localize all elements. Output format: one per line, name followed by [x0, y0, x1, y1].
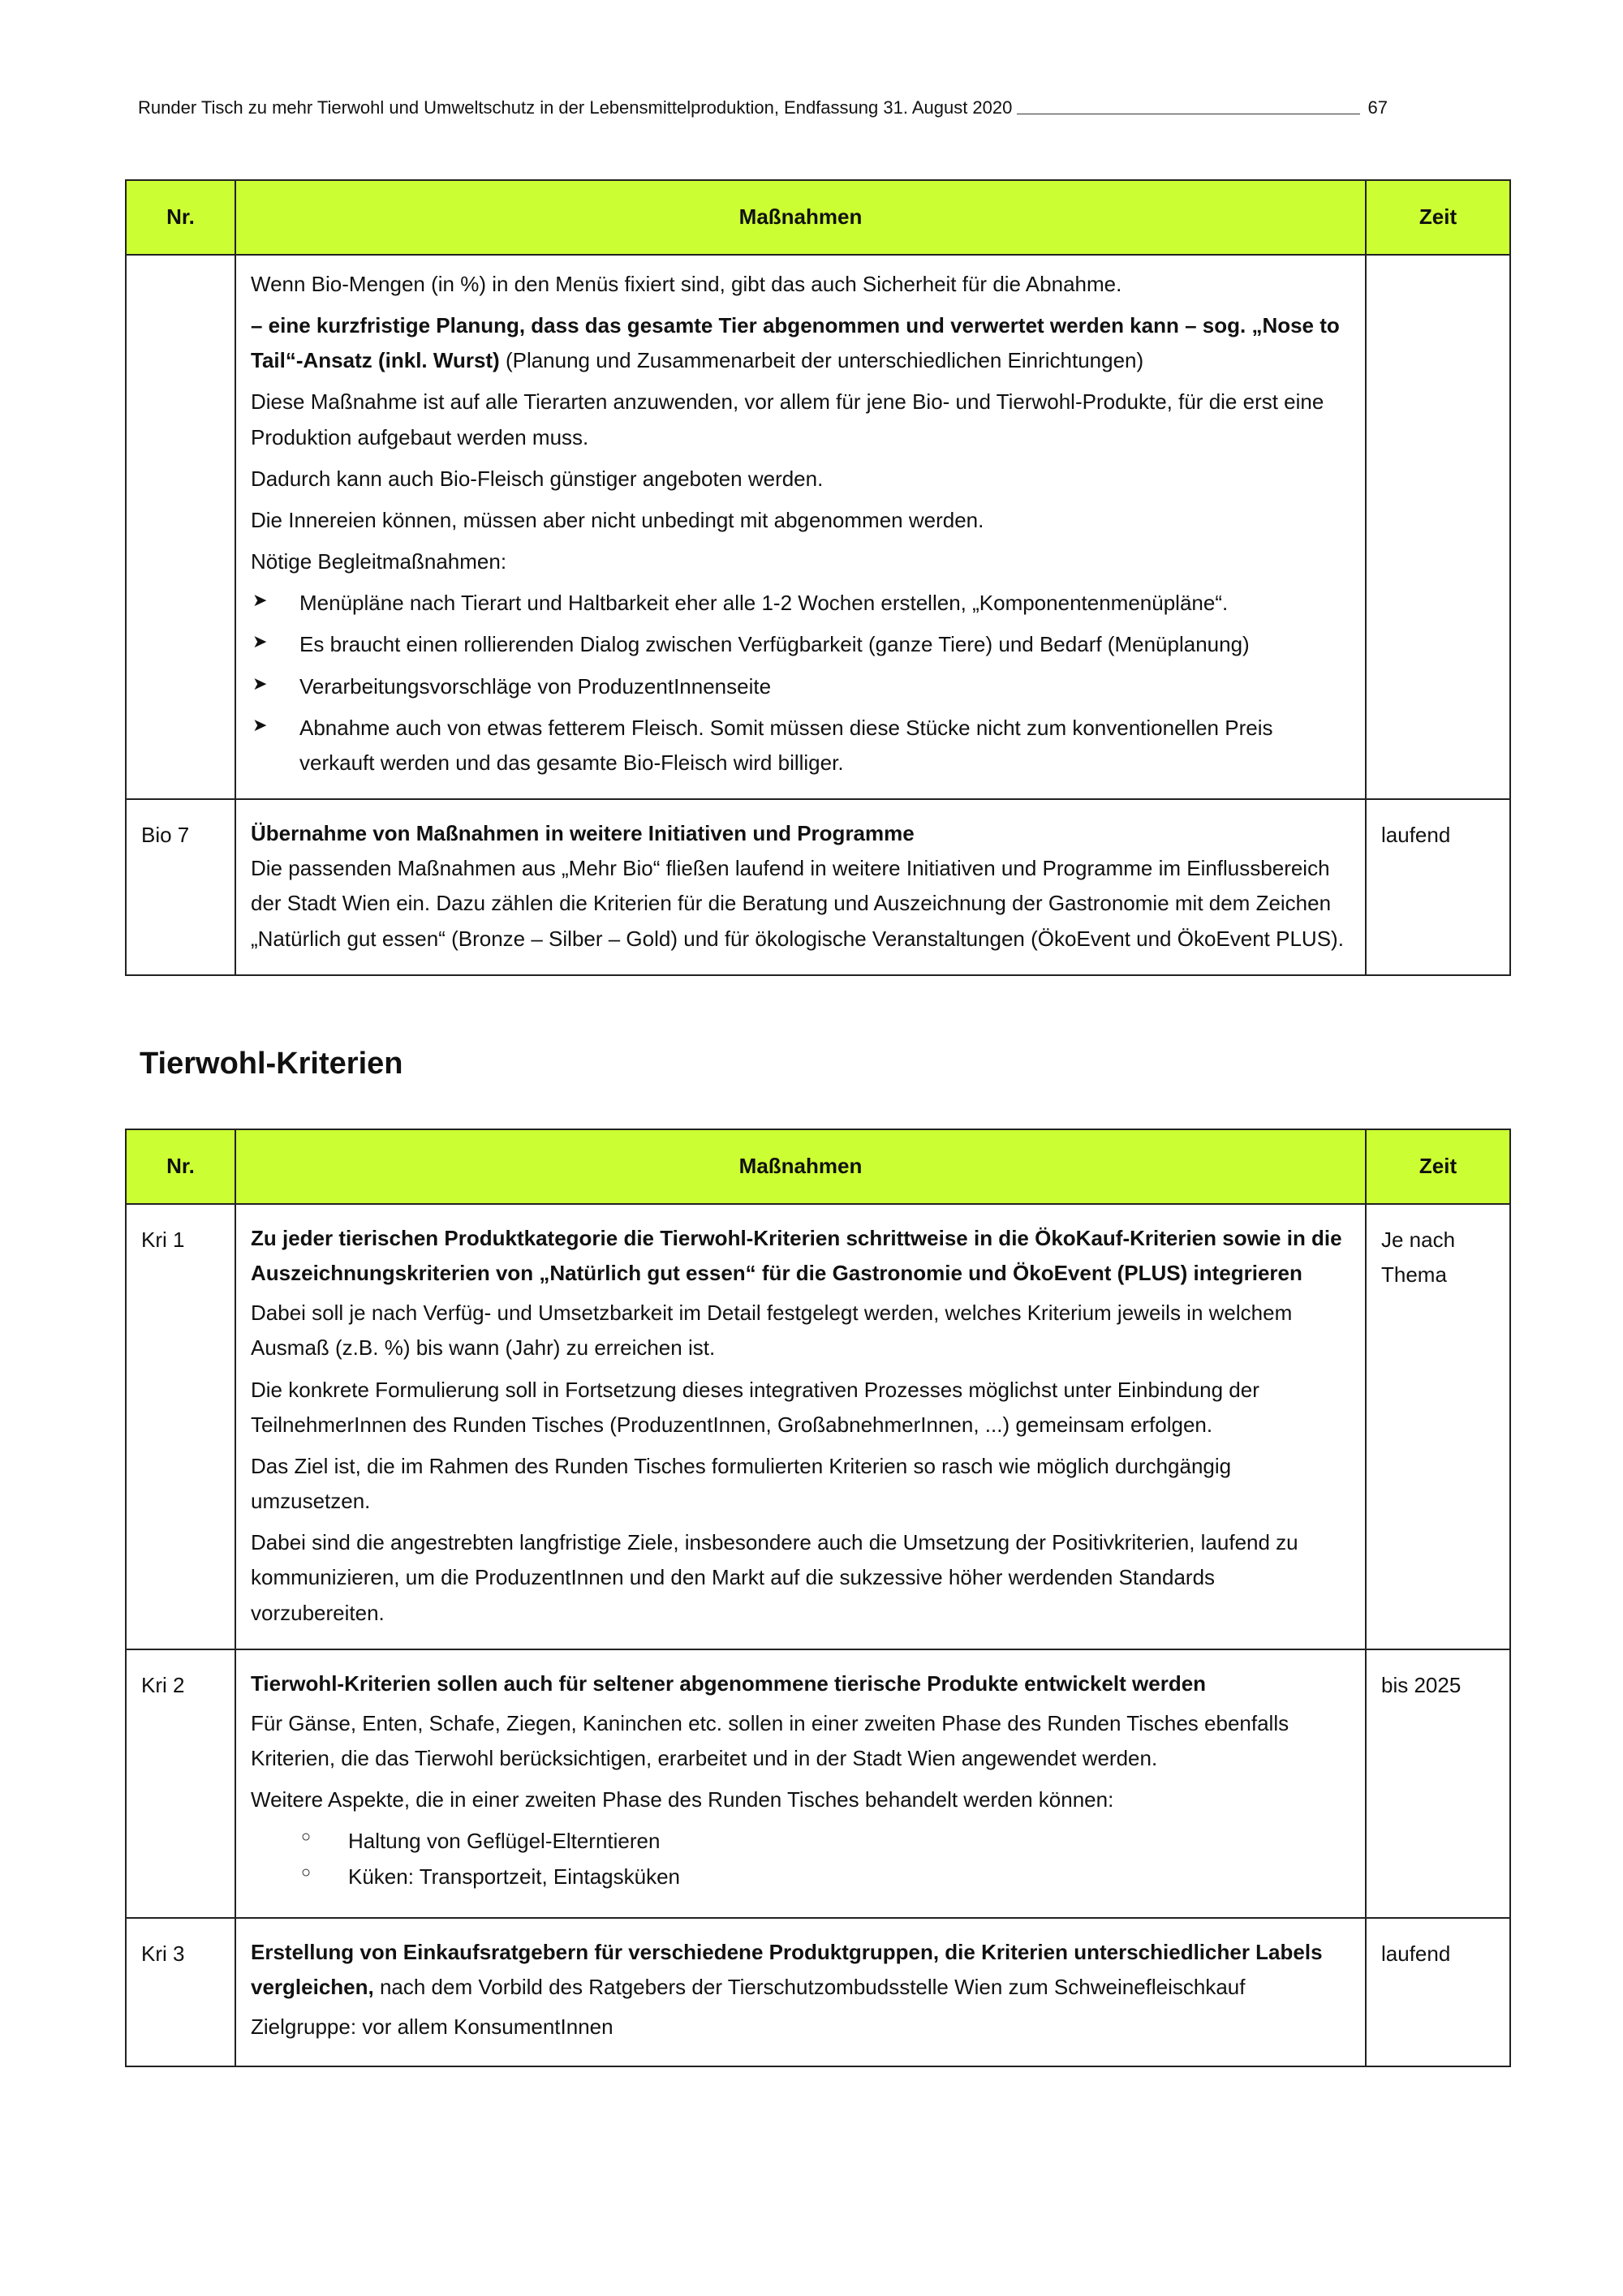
cell-massnahme: [235, 255, 1366, 799]
list-item-text: Haltung von Geflügel-Elterntieren: [348, 1829, 661, 1854]
cell-nr: Kri 2: [126, 1649, 235, 1918]
table-header-row: [126, 1129, 1510, 1204]
arrow-bullet-icon: ➤: [252, 590, 268, 611]
col-header-massnahmen: Maßnahmen: [235, 1129, 1366, 1204]
paragraph: Das Ziel ist, die im Rahmen des Runden Tisches formulierten Kriterien so rasch wie möglich durchgängig umzusetzen.: [251, 1453, 1232, 1514]
list-item-text: Menüpläne nach Tierart und Haltbarkeit eher alle 1-2 Wochen erstellen, „Komponentenmenüpläne“.: [299, 591, 1229, 616]
bullet-list: [251, 1824, 1350, 1894]
table-header-row: [126, 180, 1510, 255]
paragraph: Dabei soll je nach Verfüg- und Umsetzbarkeit im Detail festgelegt werden, welches Kriterium jeweils in welchem Ausmaß (z.B. %) bis wann (Jahr) zu erreichen ist.: [251, 1301, 1293, 1361]
paragraph: Die konkrete Formulierung soll in Fortsetzung dieses integrativen Prozesses möglichst unter Einbindung der TeilnehmerInnen des Runden Tisches (ProduzentInnen, GroßabnehmerInnen, ...) gemeinsam erfolgen.: [251, 1377, 1259, 1437]
col-header-massnahmen: Maßnahmen: [235, 180, 1366, 255]
paragraph: Dabei sind die angestrebten langfristige Ziele, insbesondere auch die Umsetzung der Positivkriterien, laufend zu kommunizieren, um die ProduzentInnen und den Markt auf die sukzessive höher werdenden Standards vorzubereiten.: [251, 1530, 1298, 1625]
paragraph-rest: nach dem Vorbild des Ratgebers der Tierschutzombudsstelle Wien zum Schweinefleischkauf: [373, 1974, 1246, 1999]
cell-massnahme: [235, 1649, 1366, 1918]
cell-nr: Bio 7: [126, 799, 235, 975]
list-item: [251, 669, 1350, 704]
arrow-bullet-icon: ➤: [252, 673, 268, 694]
table-row: [126, 1204, 1510, 1649]
list-item-text: Abnahme auch von etwas fetterem Fleisch. Somit müssen diese Stücke nicht zum konventionellen Preis verkauft werden und das gesamte Bio-Fleisch wird billiger.: [299, 715, 1273, 775]
section-title: Tierwohl-Kriterien: [140, 1047, 403, 1081]
list-item-text: Verarbeitungsvorschläge von ProduzentInnenseite: [299, 673, 772, 699]
cell-massnahme: [235, 1918, 1366, 2066]
cell-zeit: laufend: [1366, 799, 1510, 975]
paragraph-rest: (Planung und Zusammenarbeit der unterschiedlichen Einrichtungen): [499, 348, 1144, 373]
list-item: [251, 711, 1350, 780]
measure-title: Erstellung von Einkaufsratgebern für verschiedene Produktgruppen, die Kriterien unterschiedlicher Labels vergleichen,: [251, 1939, 1323, 1999]
paragraph: Für Gänse, Enten, Schafe, Ziegen, Kaninchen etc. sollen in einer zweiten Phase des Runden Tisches ebenfalls Kriterien, die das Tierwohl berücksichtigen, erarbeitet und in der Stadt Wien angewendet werden.: [251, 1710, 1289, 1771]
col-header-nr: Nr.: [126, 180, 235, 255]
col-header-nr: Nr.: [126, 1129, 235, 1204]
list-item: [299, 1860, 1350, 1894]
page-header: [138, 91, 1388, 118]
paragraph: Die passenden Maßnahmen aus „Mehr Bio“ fließen laufend in weitere Initiativen und Programme im Einflussbereich der Stadt Wien ein. Dazu zählen die Kriterien für die Beratung und Auszeichnung der Gastronomie mit dem Zeichen „Natürlich gut essen“ (Bronze – Silber – Gold) und für ökologische Veranstaltungen (ÖkoEvent und ÖkoEvent PLUS).: [251, 856, 1344, 951]
cell-nr-empty: [126, 255, 235, 799]
paragraph: [251, 308, 1350, 378]
measure-title: Übernahme von Maßnahmen in weitere Initiativen und Programme: [251, 821, 915, 846]
list-item: [251, 627, 1350, 662]
cell-nr: Kri 3: [126, 1918, 235, 2066]
col-header-zeit: Zeit: [1366, 1129, 1510, 1204]
measures-table-kriterien: [125, 1129, 1511, 2067]
measure-title: Tierwohl-Kriterien sollen auch für seltener abgenommene tierische Produkte entwickelt werden: [251, 1670, 1207, 1696]
cell-zeit-empty: [1366, 255, 1510, 799]
cell-massnahme: [235, 799, 1366, 975]
bullet-list: [251, 586, 1350, 780]
table-row: [126, 1918, 1510, 2066]
document-title: Runder Tisch zu mehr Tierwohl und Umweltschutz in der Lebensmittelproduktion, Endfassung 31. August 2020: [138, 97, 1013, 118]
list-item: [251, 586, 1350, 621]
paragraph: Die Innereien können, müssen aber nicht unbedingt mit abgenommen werden.: [251, 507, 984, 532]
paragraph: Nötige Begleitmaßnahmen:: [251, 549, 507, 574]
page-number: 67: [1367, 97, 1388, 118]
arrow-bullet-icon: ➤: [252, 714, 268, 735]
arrow-bullet-icon: ➤: [252, 631, 268, 652]
paragraph: Zielgruppe: vor allem KonsumentInnen: [251, 2014, 613, 2039]
table-row: [126, 255, 1510, 799]
cell-nr: Kri 1: [126, 1204, 235, 1649]
list-item: [299, 1824, 1350, 1859]
circle-bullet-icon: ○: [301, 1828, 312, 1847]
table-row: [126, 1649, 1510, 1918]
cell-zeit: laufend: [1366, 1918, 1510, 2066]
paragraph: Diese Maßnahme ist auf alle Tierarten anzuwenden, vor allem für jene Bio- und Tierwohl-Produkte, für die erst eine Produktion aufgebaut werden muss.: [251, 389, 1324, 449]
circle-bullet-icon: ○: [301, 1863, 312, 1881]
bold-lead: – eine kurzfristige Planung, dass das gesamte Tier abgenommen und verwertet werden kann – sog. „Nose to Tail“-Ansatz (inkl. Wurst): [251, 313, 1340, 373]
list-item-text: Küken: Transportzeit, Eintagsküken: [348, 1864, 681, 1889]
col-header-zeit: Zeit: [1366, 180, 1510, 255]
paragraph: Wenn Bio-Mengen (in %) in den Menüs fixiert sind, gibt das auch Sicherheit für die Abnahme.: [251, 272, 1122, 296]
list-item-text: Es braucht einen rollierenden Dialog zwischen Verfügbarkeit (ganze Tiere) und Bedarf (Menüplanung): [299, 632, 1250, 657]
paragraph: [251, 1935, 1350, 2005]
cell-zeit: bis 2025: [1366, 1649, 1510, 1918]
table-row: [126, 799, 1510, 975]
measures-table-bio: [125, 179, 1511, 976]
measure-title: Zu jeder tierischen Produktkategorie die Tierwohl-Kriterien schrittweise in die ÖkoKauf-Kriterien sowie in die Auszeichnungskriterien von „Natürlich gut essen“ für die Gastronomie und ÖkoEvent (PLUS) integrieren: [251, 1226, 1342, 1286]
cell-massnahme: [235, 1204, 1366, 1649]
paragraph: Weitere Aspekte, die in einer zweiten Phase des Runden Tisches behandelt werden können:: [251, 1787, 1114, 1812]
cell-zeit: Je nach Thema: [1366, 1204, 1510, 1649]
paragraph: Dadurch kann auch Bio-Fleisch günstiger angeboten werden.: [251, 466, 824, 491]
